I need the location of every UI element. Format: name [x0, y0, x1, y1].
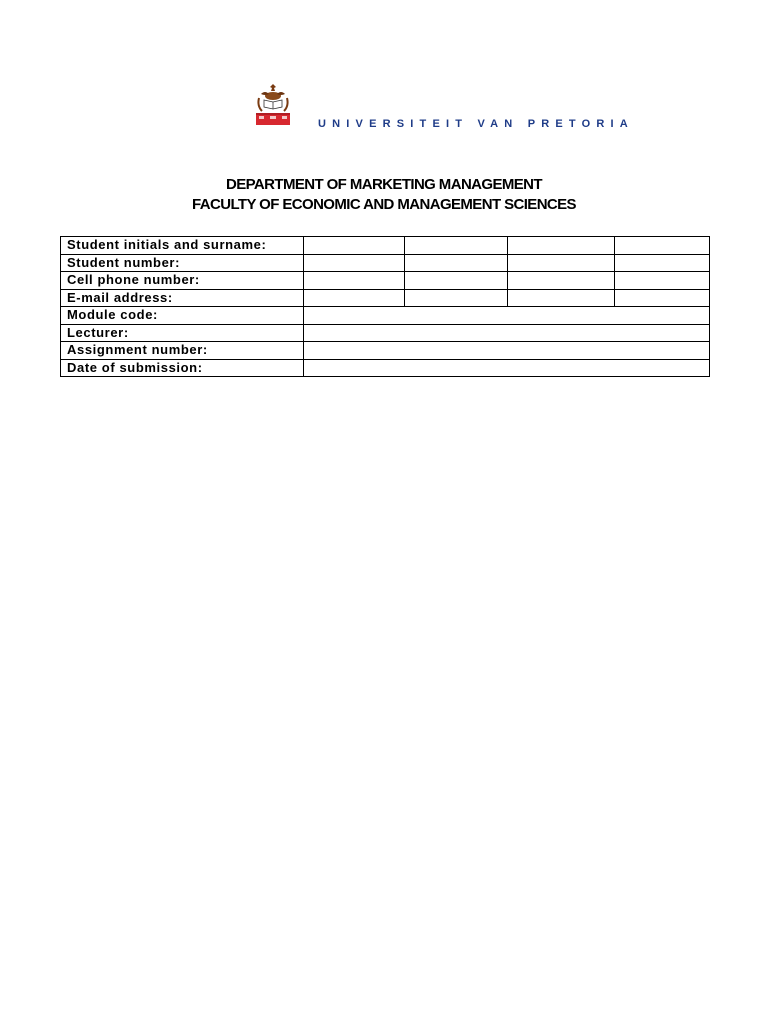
table-row [61, 307, 710, 325]
document-headings [0, 175, 768, 215]
faculty-heading: FACULTY OF ECONOMIC AND MANAGEMENT SCIENCES [192, 196, 576, 213]
cell-phone-cell-2[interactable] [405, 272, 508, 290]
module-code-field[interactable] [304, 307, 710, 325]
student-name-cell-4[interactable] [615, 237, 710, 255]
email-cell-2[interactable] [405, 289, 508, 307]
department-heading: DEPARTMENT OF MARKETING MANAGEMENT [226, 176, 542, 193]
student-number-cell-4[interactable] [615, 254, 710, 272]
email-cell-1[interactable] [304, 289, 405, 307]
row-label-email: E-mail address: [61, 289, 304, 307]
student-number-cell-3[interactable] [508, 254, 615, 272]
table-row [61, 359, 710, 377]
student-number-cell-2[interactable] [405, 254, 508, 272]
row-label-student-number: Student number: [61, 254, 304, 272]
cell-phone-cell-1[interactable] [304, 272, 405, 290]
email-cell-3[interactable] [508, 289, 615, 307]
student-name-cell-1[interactable] [304, 237, 405, 255]
cell-phone-cell-3[interactable] [508, 272, 615, 290]
table-row [61, 272, 710, 290]
date-of-submission-field[interactable] [304, 359, 710, 377]
row-label-assignment-number: Assignment number: [61, 342, 304, 360]
student-name-cell-2[interactable] [405, 237, 508, 255]
row-label-module-code: Module code: [61, 307, 304, 325]
row-label-lecturer: Lecturer: [61, 324, 304, 342]
table-row [61, 237, 710, 255]
university-crest-icon [253, 84, 293, 126]
student-details-table [60, 236, 710, 377]
row-label-date-of-submission: Date of submission: [61, 359, 304, 377]
table-row [61, 324, 710, 342]
row-label-student-name: Student initials and surname: [61, 237, 304, 255]
lecturer-field[interactable] [304, 324, 710, 342]
university-wordmark-text: UNIVERSITEIT VAN PRETORIA [318, 118, 634, 130]
assignment-number-field[interactable] [304, 342, 710, 360]
university-wordmark [318, 114, 634, 130]
cell-phone-cell-4[interactable] [615, 272, 710, 290]
table-row [61, 342, 710, 360]
table-row [61, 254, 710, 272]
row-label-cell-phone: Cell phone number: [61, 272, 304, 290]
table-row [61, 289, 710, 307]
student-name-cell-3[interactable] [508, 237, 615, 255]
student-number-cell-1[interactable] [304, 254, 405, 272]
email-cell-4[interactable] [615, 289, 710, 307]
